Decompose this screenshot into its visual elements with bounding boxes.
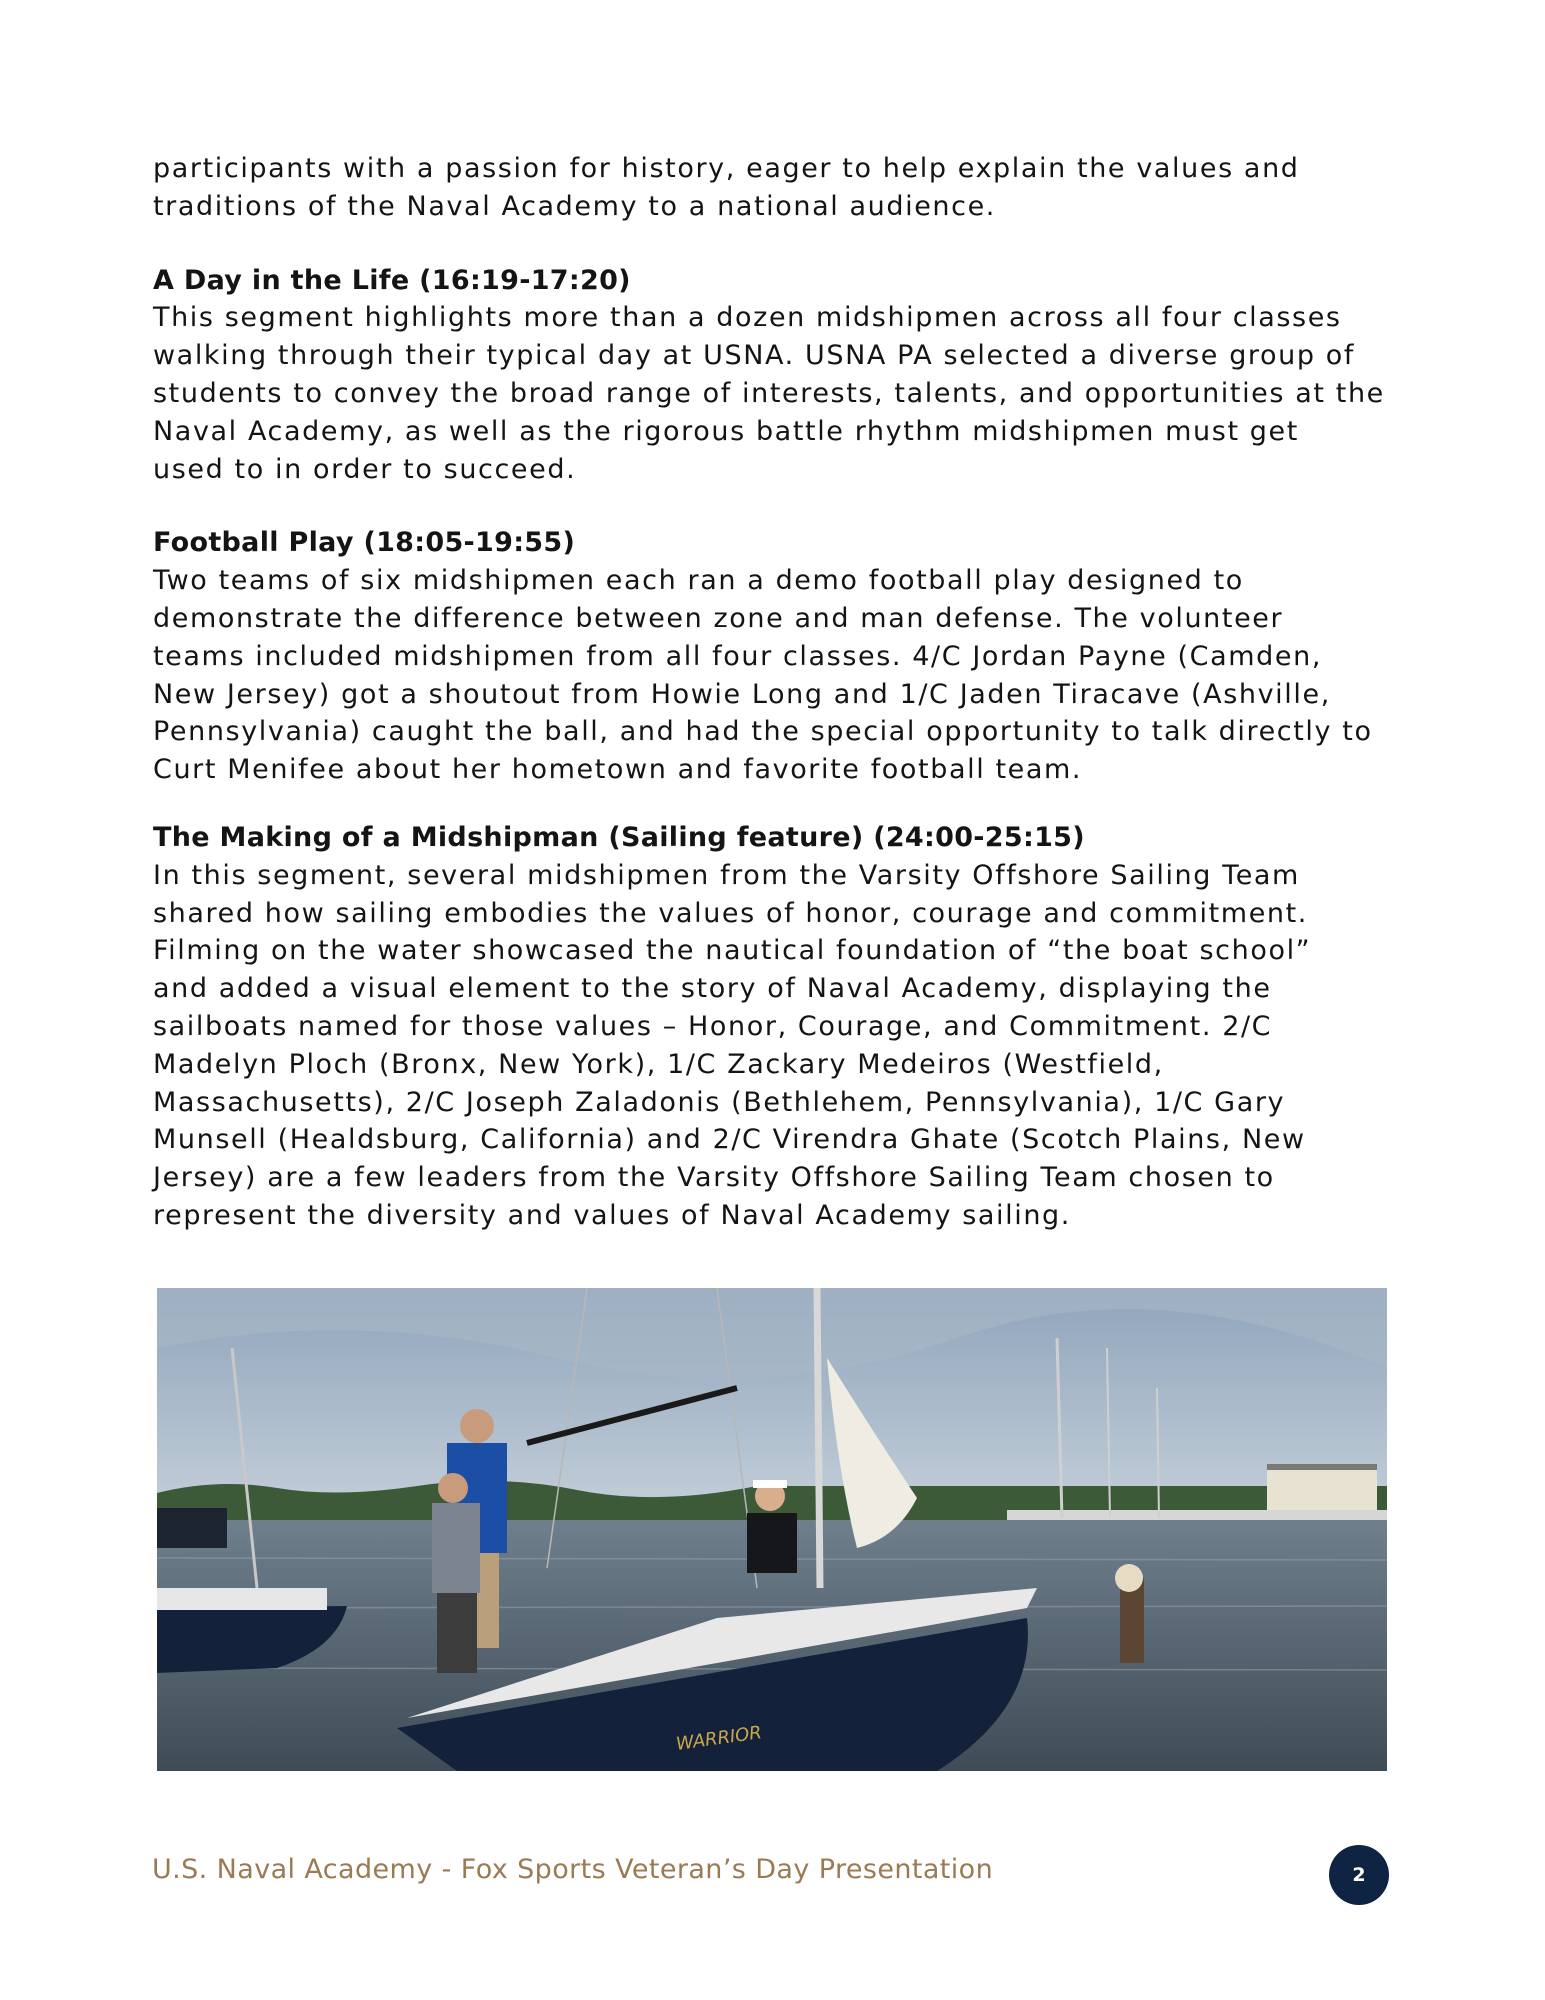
page-number-badge: 2 <box>1329 1845 1389 1905</box>
footer-title: U.S. Naval Academy - Fox Sports Veteran’s Day Presentation <box>152 1854 994 1885</box>
building <box>1267 1468 1377 1513</box>
section-body-football-play: Two teams of six midshipmen each ran a demo football play designed to demonstrate the difference between zone and man defense. The volunteer teams included midshipmen from all four classes. 4/C Jordan Payne (Camden, New Jersey) got a shoutout from Howie Long and 1/C Jaden Tiracave (Ashville, Pennsylvania) caught the ball, and had the special opportunity to talk directly to Curt Menifee about her hometown and favorite football team. <box>153 565 1373 786</box>
hull-name-text: WARRIOR <box>674 1722 764 1755</box>
section-heading-sailing-feature: The Making of a Midshipman (Sailing feature) (24:00-25:15) <box>153 821 1085 853</box>
section-body-day-in-life: This segment highlights more than a dozen midshipmen across all four classes walking through their typical day at USNA. USNA PA selected a diverse group of students to convey the broad range of interests, talents, and opportunities at the Naval Academy, as well as the rigorous battle rhythm midshipmen must get used to in order to succeed. <box>153 302 1385 485</box>
section-heading-football-play: Football Play (18:05-19:55) <box>153 527 576 559</box>
intro-paragraph: participants with a passion for history, eager to help explain the values and traditions of the Naval Academy to a national audience. <box>153 153 1300 222</box>
section-body-sailing-feature: In this segment, several midshipmen from the Varsity Offshore Sailing Team shared how sailing embodies the values of honor, courage and commitment. Filming on the water showcased the nautical foundation of “the boat school” and added a visual element to the story of Naval Academy, displaying the sailboats named for those values – Honor, Courage, and Commitment. 2/C Madelyn Ploch (Bronx, New York), 1/C Zackary Medeiros (Westfield, Massachusetts), 2/C Joseph Zaladonis (Bethlehem, Pennsylvania), 1/C Gary Munsell (Healdsburg, California) and 2/C Virendra Ghate (Scotch Plains, New Jersey) are a few leaders from the Varsity Offshore Sailing Team chosen to represent the diversity and values of Naval Academy sailing. <box>153 859 1312 1231</box>
section-heading-day-in-life: A Day in the Life (16:19-17:20) <box>153 264 631 296</box>
sailing-photo <box>157 1288 1387 1771</box>
page-content <box>153 150 1393 1235</box>
person-producer <box>432 1473 480 1673</box>
main-mast <box>817 1288 820 1588</box>
